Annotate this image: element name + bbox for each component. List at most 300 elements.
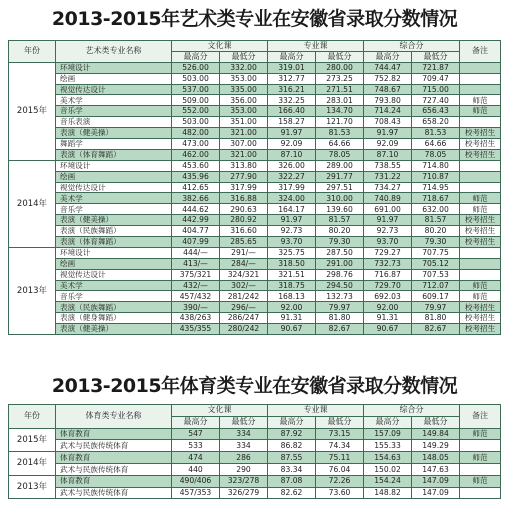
composite-min: 714.95 bbox=[412, 182, 460, 193]
note-cell: 校考招生 bbox=[460, 139, 501, 150]
culture-min: 316.60 bbox=[220, 226, 268, 237]
composite-max: 154.24 bbox=[364, 475, 412, 487]
header-culture: 文化课 bbox=[172, 41, 268, 52]
table-row bbox=[9, 62, 501, 73]
professional-min: 80.20 bbox=[316, 226, 364, 237]
note-cell: 师范 bbox=[460, 106, 501, 117]
professional-max: 166.40 bbox=[268, 106, 316, 117]
major-name: 视觉传达设计 bbox=[56, 182, 172, 193]
composite-max: 734.27 bbox=[364, 182, 412, 193]
professional-min: 64.66 bbox=[316, 139, 364, 150]
professional-max: 86.82 bbox=[268, 440, 316, 452]
header-year: 年份 bbox=[9, 405, 56, 429]
table-row bbox=[9, 106, 501, 117]
note-cell: 校考招生 bbox=[460, 237, 501, 248]
note-cell bbox=[460, 463, 501, 475]
composite-max: 691.00 bbox=[364, 204, 412, 215]
header-year: 年份 bbox=[9, 41, 56, 63]
composite-max: 752.82 bbox=[364, 73, 412, 84]
professional-min: 310.00 bbox=[316, 193, 364, 204]
major-name: 表演（健身舞蹈） bbox=[56, 313, 172, 324]
art-admission-table bbox=[8, 40, 501, 335]
composite-min: 82.67 bbox=[412, 324, 460, 335]
year-cell: 2015年 bbox=[9, 62, 56, 160]
header-min: 最低分 bbox=[220, 51, 268, 62]
professional-min: 121.70 bbox=[316, 117, 364, 128]
composite-min: 78.05 bbox=[412, 149, 460, 160]
composite-min: 712.07 bbox=[412, 280, 460, 291]
major-name: 美术学 bbox=[56, 280, 172, 291]
professional-max: 92.00 bbox=[268, 302, 316, 313]
header-max: 最高分 bbox=[172, 51, 220, 62]
major-name: 体育教育 bbox=[56, 475, 172, 487]
composite-max: 708.43 bbox=[364, 117, 412, 128]
culture-min: 323/278 bbox=[220, 475, 268, 487]
culture-max: 552.00 bbox=[172, 106, 220, 117]
note-cell bbox=[460, 247, 501, 258]
composite-min: 632.00 bbox=[412, 204, 460, 215]
professional-min: 79.30 bbox=[316, 237, 364, 248]
major-name: 武术与民族传统体育 bbox=[56, 463, 172, 475]
professional-min: 74.34 bbox=[316, 440, 364, 452]
note-cell: 校考招生 bbox=[460, 302, 501, 313]
composite-max: 740.89 bbox=[364, 193, 412, 204]
header-note: 备注 bbox=[460, 41, 501, 63]
professional-max: 91.97 bbox=[268, 215, 316, 226]
culture-min: 356.00 bbox=[220, 95, 268, 106]
culture-max: 444.62 bbox=[172, 204, 220, 215]
composite-min: 79.30 bbox=[412, 237, 460, 248]
major-name: 环境设计 bbox=[56, 160, 172, 171]
table-row bbox=[9, 95, 501, 106]
major-name: 表演（体育舞蹈） bbox=[56, 237, 172, 248]
table-row bbox=[9, 247, 501, 258]
culture-max: 457/353 bbox=[172, 487, 220, 499]
composite-max: 91.97 bbox=[364, 128, 412, 139]
header-max: 最高分 bbox=[364, 51, 412, 62]
culture-min: 280.92 bbox=[220, 215, 268, 226]
header-min: 最低分 bbox=[412, 416, 460, 428]
professional-max: 317.99 bbox=[268, 182, 316, 193]
major-name: 音乐学 bbox=[56, 204, 172, 215]
culture-min: 284/— bbox=[220, 258, 268, 269]
table-row bbox=[9, 324, 501, 335]
composite-min: 149.84 bbox=[412, 428, 460, 440]
note-cell bbox=[460, 487, 501, 499]
culture-max: 482.00 bbox=[172, 128, 220, 139]
table-row bbox=[9, 428, 501, 440]
table-row bbox=[9, 487, 501, 499]
culture-min: 332.00 bbox=[220, 62, 268, 73]
professional-max: 82.62 bbox=[268, 487, 316, 499]
note-cell: 校考招生 bbox=[460, 128, 501, 139]
composite-min: 148.05 bbox=[412, 452, 460, 464]
culture-min: 277.90 bbox=[220, 171, 268, 182]
note-cell bbox=[460, 440, 501, 452]
culture-min: 290.63 bbox=[220, 204, 268, 215]
culture-max: 474 bbox=[172, 452, 220, 464]
sport-section-title: 2013-2015年体育类专业在安徽省录取分数情况 bbox=[51, 375, 458, 397]
year-cell: 2013年 bbox=[9, 475, 56, 499]
table-row bbox=[9, 302, 501, 313]
table-row bbox=[9, 463, 501, 475]
professional-max: 318.75 bbox=[268, 280, 316, 291]
composite-min: 707.75 bbox=[412, 247, 460, 258]
culture-max: 390/— bbox=[172, 302, 220, 313]
header-note: 备注 bbox=[460, 405, 501, 429]
professional-min: 283.01 bbox=[316, 95, 364, 106]
culture-min: 324/321 bbox=[220, 269, 268, 280]
professional-max: 325.75 bbox=[268, 247, 316, 258]
composite-min: 721.87 bbox=[412, 62, 460, 73]
major-name: 音乐学 bbox=[56, 106, 172, 117]
table-row bbox=[9, 128, 501, 139]
header-min: 最低分 bbox=[412, 51, 460, 62]
composite-min: 658.20 bbox=[412, 117, 460, 128]
composite-min: 715.00 bbox=[412, 84, 460, 95]
major-name: 表演（体育舞蹈） bbox=[56, 149, 172, 160]
culture-min: 281/242 bbox=[220, 291, 268, 302]
header-max: 最高分 bbox=[268, 51, 316, 62]
professional-max: 324.00 bbox=[268, 193, 316, 204]
header-culture: 文化课 bbox=[172, 405, 268, 417]
culture-min: 313.80 bbox=[220, 160, 268, 171]
header-major: 体育类专业名称 bbox=[56, 405, 172, 429]
major-name: 表演（健美操） bbox=[56, 128, 172, 139]
culture-max: 412.65 bbox=[172, 182, 220, 193]
composite-max: 148.82 bbox=[364, 487, 412, 499]
composite-max: 92.09 bbox=[364, 139, 412, 150]
culture-min: 291/— bbox=[220, 247, 268, 258]
composite-min: 79.97 bbox=[412, 302, 460, 313]
composite-max: 748.67 bbox=[364, 84, 412, 95]
culture-max: 444/— bbox=[172, 247, 220, 258]
culture-max: 442.99 bbox=[172, 215, 220, 226]
professional-max: 158.27 bbox=[268, 117, 316, 128]
professional-max: 87.10 bbox=[268, 149, 316, 160]
header-max: 最高分 bbox=[172, 416, 220, 428]
note-cell: 师范 bbox=[460, 428, 501, 440]
major-name: 武术与民族传统体育 bbox=[56, 440, 172, 452]
professional-min: 81.57 bbox=[316, 215, 364, 226]
culture-max: 413/— bbox=[172, 258, 220, 269]
professional-max: 87.92 bbox=[268, 428, 316, 440]
culture-max: 457/432 bbox=[172, 291, 220, 302]
professional-min: 72.26 bbox=[316, 475, 364, 487]
culture-max: 503.00 bbox=[172, 117, 220, 128]
note-cell: 校考招生 bbox=[460, 313, 501, 324]
note-cell bbox=[460, 62, 501, 73]
composite-max: 793.80 bbox=[364, 95, 412, 106]
culture-min: 286 bbox=[220, 452, 268, 464]
major-name: 表演（民族舞蹈） bbox=[56, 302, 172, 313]
culture-min: 280/242 bbox=[220, 324, 268, 335]
professional-min: 298.76 bbox=[316, 269, 364, 280]
culture-max: 438/263 bbox=[172, 313, 220, 324]
culture-max: 453.60 bbox=[172, 160, 220, 171]
composite-max: 92.73 bbox=[364, 226, 412, 237]
professional-max: 91.31 bbox=[268, 313, 316, 324]
composite-max: 729.70 bbox=[364, 280, 412, 291]
culture-min: 334 bbox=[220, 440, 268, 452]
professional-max: 322.27 bbox=[268, 171, 316, 182]
composite-max: 154.63 bbox=[364, 452, 412, 464]
professional-min: 291.00 bbox=[316, 258, 364, 269]
composite-max: 150.02 bbox=[364, 463, 412, 475]
composite-max: 692.03 bbox=[364, 291, 412, 302]
major-name: 体育教育 bbox=[56, 452, 172, 464]
professional-max: 92.73 bbox=[268, 226, 316, 237]
composite-max: 731.22 bbox=[364, 171, 412, 182]
composite-max: 91.97 bbox=[364, 215, 412, 226]
note-cell bbox=[460, 160, 501, 171]
note-cell bbox=[460, 258, 501, 269]
culture-min: 302/— bbox=[220, 280, 268, 291]
professional-max: 164.17 bbox=[268, 204, 316, 215]
composite-min: 718.67 bbox=[412, 193, 460, 204]
note-cell bbox=[460, 84, 501, 95]
note-cell bbox=[460, 182, 501, 193]
culture-min: 334 bbox=[220, 428, 268, 440]
professional-min: 294.50 bbox=[316, 280, 364, 291]
note-cell bbox=[460, 171, 501, 182]
composite-min: 609.17 bbox=[412, 291, 460, 302]
composite-min: 64.66 bbox=[412, 139, 460, 150]
professional-max: 91.97 bbox=[268, 128, 316, 139]
composite-max: 738.55 bbox=[364, 160, 412, 171]
art-section-title: 2013-2015年艺术类专业在安徽省录取分数情况 bbox=[51, 8, 458, 30]
major-name: 体育教育 bbox=[56, 428, 172, 440]
composite-min: 709.47 bbox=[412, 73, 460, 84]
table-row bbox=[9, 226, 501, 237]
culture-max: 547 bbox=[172, 428, 220, 440]
table-row bbox=[9, 215, 501, 226]
professional-min: 280.00 bbox=[316, 62, 364, 73]
composite-max: 90.67 bbox=[364, 324, 412, 335]
professional-min: 291.77 bbox=[316, 171, 364, 182]
professional-min: 271.51 bbox=[316, 84, 364, 95]
header-composite: 综合分 bbox=[364, 405, 460, 417]
note-cell: 校考招生 bbox=[460, 226, 501, 237]
major-name: 舞蹈学 bbox=[56, 139, 172, 150]
table-row bbox=[9, 452, 501, 464]
major-name: 美术学 bbox=[56, 95, 172, 106]
professional-min: 132.73 bbox=[316, 291, 364, 302]
major-name: 绘画 bbox=[56, 73, 172, 84]
header-max: 最高分 bbox=[268, 416, 316, 428]
culture-max: 435/355 bbox=[172, 324, 220, 335]
culture-min: 285.65 bbox=[220, 237, 268, 248]
composite-max: 714.24 bbox=[364, 106, 412, 117]
note-cell bbox=[460, 269, 501, 280]
header-row bbox=[9, 41, 501, 52]
culture-max: 537.00 bbox=[172, 84, 220, 95]
note-cell: 校考招生 bbox=[460, 215, 501, 226]
culture-min: 351.00 bbox=[220, 117, 268, 128]
professional-max: 87.55 bbox=[268, 452, 316, 464]
composite-min: 149.29 bbox=[412, 440, 460, 452]
note-cell: 师范 bbox=[460, 280, 501, 291]
table-row bbox=[9, 117, 501, 128]
culture-max: 435.96 bbox=[172, 171, 220, 182]
composite-min: 705.12 bbox=[412, 258, 460, 269]
professional-min: 79.97 bbox=[316, 302, 364, 313]
header-max: 最高分 bbox=[364, 416, 412, 428]
culture-min: 353.00 bbox=[220, 73, 268, 84]
note-cell: 师范 bbox=[460, 204, 501, 215]
culture-max: 503.00 bbox=[172, 73, 220, 84]
composite-min: 81.53 bbox=[412, 128, 460, 139]
table-row bbox=[9, 237, 501, 248]
professional-max: 93.70 bbox=[268, 237, 316, 248]
note-cell: 师范 bbox=[460, 452, 501, 464]
composite-min: 656.43 bbox=[412, 106, 460, 117]
table-row bbox=[9, 475, 501, 487]
note-cell: 师范 bbox=[460, 95, 501, 106]
note-cell: 师范 bbox=[460, 475, 501, 487]
professional-max: 312.77 bbox=[268, 73, 316, 84]
professional-min: 273.25 bbox=[316, 73, 364, 84]
composite-min: 81.57 bbox=[412, 215, 460, 226]
culture-min: 321.00 bbox=[220, 149, 268, 160]
professional-max: 316.21 bbox=[268, 84, 316, 95]
major-name: 视觉传达设计 bbox=[56, 269, 172, 280]
professional-max: 83.34 bbox=[268, 463, 316, 475]
major-name: 绘画 bbox=[56, 171, 172, 182]
culture-max: 375/321 bbox=[172, 269, 220, 280]
major-name: 音乐表演 bbox=[56, 117, 172, 128]
culture-max: 432/— bbox=[172, 280, 220, 291]
composite-max: 157.09 bbox=[364, 428, 412, 440]
composite-min: 727.40 bbox=[412, 95, 460, 106]
note-cell: 校考招生 bbox=[460, 324, 501, 335]
professional-min: 76.04 bbox=[316, 463, 364, 475]
culture-min: 317.99 bbox=[220, 182, 268, 193]
table-row bbox=[9, 84, 501, 95]
composite-max: 87.10 bbox=[364, 149, 412, 160]
note-cell bbox=[460, 73, 501, 84]
table-row bbox=[9, 182, 501, 193]
table-row bbox=[9, 204, 501, 215]
composite-min: 81.80 bbox=[412, 313, 460, 324]
table-row bbox=[9, 139, 501, 150]
major-name: 绘画 bbox=[56, 258, 172, 269]
major-name: 音乐学 bbox=[56, 291, 172, 302]
professional-min: 297.51 bbox=[316, 182, 364, 193]
professional-max: 319.01 bbox=[268, 62, 316, 73]
note-cell: 校考招生 bbox=[460, 149, 501, 160]
composite-min: 707.53 bbox=[412, 269, 460, 280]
professional-min: 73.60 bbox=[316, 487, 364, 499]
composite-max: 716.87 bbox=[364, 269, 412, 280]
culture-min: 296/— bbox=[220, 302, 268, 313]
professional-max: 332.25 bbox=[268, 95, 316, 106]
table-row bbox=[9, 280, 501, 291]
major-name: 表演（健美操） bbox=[56, 215, 172, 226]
composite-max: 155.33 bbox=[364, 440, 412, 452]
year-cell: 2014年 bbox=[9, 452, 56, 476]
composite-min: 80.20 bbox=[412, 226, 460, 237]
professional-min: 139.60 bbox=[316, 204, 364, 215]
professional-max: 321.51 bbox=[268, 269, 316, 280]
professional-min: 287.50 bbox=[316, 247, 364, 258]
professional-max: 318.50 bbox=[268, 258, 316, 269]
major-name: 表演（健美操） bbox=[56, 324, 172, 335]
culture-min: 353.00 bbox=[220, 106, 268, 117]
year-cell: 2015年 bbox=[9, 428, 56, 452]
major-name: 视觉传达设计 bbox=[56, 84, 172, 95]
composite-min: 710.87 bbox=[412, 171, 460, 182]
table-row bbox=[9, 149, 501, 160]
header-min: 最低分 bbox=[316, 416, 364, 428]
major-name: 环境设计 bbox=[56, 62, 172, 73]
professional-max: 87.08 bbox=[268, 475, 316, 487]
header-min: 最低分 bbox=[220, 416, 268, 428]
professional-min: 78.05 bbox=[316, 149, 364, 160]
professional-max: 92.09 bbox=[268, 139, 316, 150]
table-row bbox=[9, 440, 501, 452]
composite-min: 147.63 bbox=[412, 463, 460, 475]
note-cell: 师范 bbox=[460, 193, 501, 204]
professional-min: 289.00 bbox=[316, 160, 364, 171]
culture-max: 404.77 bbox=[172, 226, 220, 237]
header-professional: 专业课 bbox=[268, 405, 364, 417]
year-cell: 2013年 bbox=[9, 247, 56, 334]
professional-min: 75.11 bbox=[316, 452, 364, 464]
table-row bbox=[9, 73, 501, 84]
table-row bbox=[9, 313, 501, 324]
header-composite: 综合分 bbox=[364, 41, 460, 52]
culture-max: 440 bbox=[172, 463, 220, 475]
professional-max: 90.67 bbox=[268, 324, 316, 335]
composite-max: 92.00 bbox=[364, 302, 412, 313]
culture-min: 290 bbox=[220, 463, 268, 475]
culture-max: 407.99 bbox=[172, 237, 220, 248]
table-row bbox=[9, 171, 501, 182]
culture-max: 473.00 bbox=[172, 139, 220, 150]
header-professional: 专业课 bbox=[268, 41, 364, 52]
culture-min: 326/279 bbox=[220, 487, 268, 499]
composite-min: 714.80 bbox=[412, 160, 460, 171]
culture-max: 490/406 bbox=[172, 475, 220, 487]
major-name: 环境设计 bbox=[56, 247, 172, 258]
professional-min: 73.15 bbox=[316, 428, 364, 440]
culture-max: 382.66 bbox=[172, 193, 220, 204]
year-cell: 2014年 bbox=[9, 160, 56, 247]
composite-max: 93.70 bbox=[364, 237, 412, 248]
culture-min: 286/247 bbox=[220, 313, 268, 324]
major-name: 武术与民族传统体育 bbox=[56, 487, 172, 499]
professional-max: 326.00 bbox=[268, 160, 316, 171]
composite-max: 732.73 bbox=[364, 258, 412, 269]
composite-min: 147.09 bbox=[412, 475, 460, 487]
culture-min: 307.00 bbox=[220, 139, 268, 150]
header-major: 艺术类专业名称 bbox=[56, 41, 172, 63]
professional-min: 81.80 bbox=[316, 313, 364, 324]
header-row bbox=[9, 405, 501, 417]
header-min: 最低分 bbox=[316, 51, 364, 62]
sport-admission-table bbox=[8, 404, 501, 499]
table-row bbox=[9, 258, 501, 269]
table-row bbox=[9, 160, 501, 171]
professional-min: 134.70 bbox=[316, 106, 364, 117]
table-row bbox=[9, 291, 501, 302]
composite-max: 729.27 bbox=[364, 247, 412, 258]
culture-max: 462.00 bbox=[172, 149, 220, 160]
composite-max: 91.31 bbox=[364, 313, 412, 324]
professional-min: 81.53 bbox=[316, 128, 364, 139]
note-cell bbox=[460, 117, 501, 128]
